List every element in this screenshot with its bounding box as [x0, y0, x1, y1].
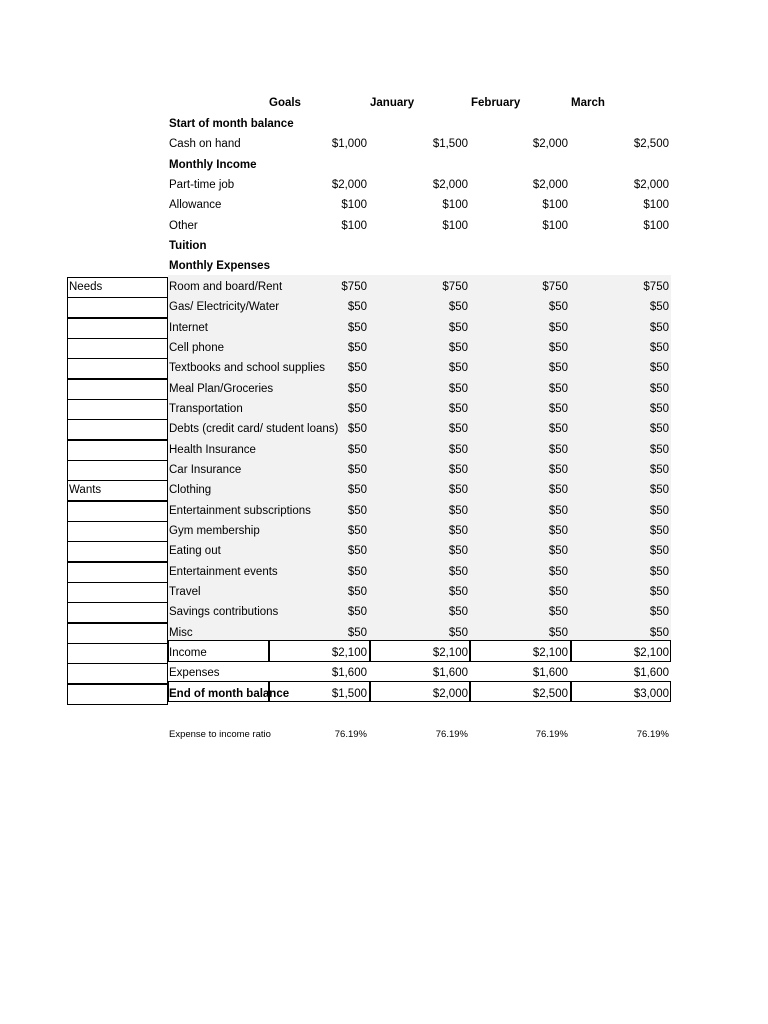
value-cell[interactable]: $50 — [548, 322, 568, 334]
header-march: March — [571, 97, 605, 109]
value-cell[interactable]: $2,000 — [432, 179, 468, 191]
value-cell[interactable]: $100 — [542, 220, 568, 232]
category-cell[interactable] — [67, 338, 168, 359]
value-cell[interactable]: $2,100 — [331, 647, 367, 659]
row-label[interactable]: Tuition — [169, 240, 207, 252]
row-label[interactable]: Room and board/Rent — [169, 281, 283, 293]
value-cell[interactable]: $1,500 — [432, 138, 468, 150]
value-cell[interactable]: $2,500 — [532, 688, 568, 700]
row-label[interactable]: Other — [169, 220, 198, 232]
row-label[interactable]: Part-time job — [169, 179, 235, 191]
value-cell[interactable]: $1,600 — [633, 667, 669, 679]
value-cell[interactable]: $50 — [548, 627, 568, 639]
value-cell[interactable]: $50 — [649, 362, 669, 374]
summary-border — [269, 640, 370, 662]
value-cell[interactable]: $100 — [643, 199, 669, 211]
row-label[interactable]: Debts (credit card/ student loans) — [169, 423, 339, 435]
value-cell[interactable]: $50 — [347, 342, 367, 354]
value-cell[interactable]: $50 — [347, 383, 367, 395]
value-cell[interactable]: $50 — [347, 464, 367, 476]
value-cell[interactable]: $50 — [548, 586, 568, 598]
value-cell[interactable]: $50 — [548, 342, 568, 354]
row-label[interactable]: Allowance — [169, 199, 222, 211]
summary-border — [571, 640, 671, 662]
value-cell[interactable]: $50 — [649, 586, 669, 598]
value-cell[interactable]: $50 — [347, 586, 367, 598]
summary-border — [370, 640, 470, 662]
row-label[interactable]: Textbooks and school supplies — [169, 362, 325, 374]
category-cell[interactable] — [67, 582, 168, 603]
row-label[interactable]: Gym membership — [169, 525, 260, 537]
category-cell[interactable] — [67, 297, 168, 318]
category-cell[interactable]: Wants — [67, 480, 168, 501]
header-february: February — [471, 97, 521, 109]
row-label[interactable]: Cash on hand — [169, 138, 241, 150]
row-label[interactable]: End of month balance — [169, 688, 290, 700]
value-cell[interactable]: $100 — [442, 199, 468, 211]
row-label[interactable]: Travel — [169, 586, 201, 598]
row-label[interactable]: Meal Plan/Groceries — [169, 383, 274, 395]
value-cell[interactable]: $2,000 — [633, 179, 669, 191]
value-cell[interactable]: $50 — [347, 322, 367, 334]
value-cell[interactable]: $1,500 — [331, 688, 367, 700]
value-cell[interactable]: $50 — [347, 444, 367, 456]
value-cell[interactable]: $50 — [548, 505, 568, 517]
value-cell[interactable]: $50 — [548, 566, 568, 578]
value-cell[interactable]: $50 — [448, 423, 468, 435]
summary-border — [370, 681, 470, 702]
value-cell[interactable]: $50 — [448, 464, 468, 476]
category-cell[interactable] — [67, 602, 168, 623]
value-cell[interactable]: $50 — [347, 525, 367, 537]
row-label[interactable]: Expenses — [169, 667, 220, 679]
value-cell[interactable]: $50 — [347, 627, 367, 639]
value-cell[interactable]: $100 — [542, 199, 568, 211]
value-cell[interactable]: $50 — [548, 362, 568, 374]
value-cell[interactable]: $50 — [448, 484, 468, 496]
value-cell[interactable]: $50 — [649, 342, 669, 354]
row-label[interactable]: Cell phone — [169, 342, 224, 354]
value-cell[interactable]: $50 — [448, 545, 468, 557]
value-cell[interactable]: $50 — [448, 322, 468, 334]
category-cell[interactable] — [67, 358, 168, 379]
category-cell[interactable] — [67, 663, 168, 684]
ratio-value[interactable]: 76.19% — [435, 729, 468, 740]
value-cell[interactable]: $2,100 — [633, 647, 669, 659]
ratio-label[interactable]: Expense to income ratio — [169, 729, 271, 740]
row-label[interactable]: Health Insurance — [169, 444, 256, 456]
value-cell[interactable]: $50 — [649, 383, 669, 395]
row-label[interactable]: Entertainment events — [169, 566, 278, 578]
summary-border — [470, 681, 571, 702]
category-cell[interactable]: Needs — [67, 277, 168, 298]
category-cell[interactable] — [67, 460, 168, 481]
value-cell[interactable]: $100 — [643, 220, 669, 232]
value-cell[interactable]: $50 — [649, 322, 669, 334]
value-cell[interactable]: $100 — [341, 199, 367, 211]
value-cell[interactable]: $50 — [347, 505, 367, 517]
value-cell[interactable]: $50 — [649, 566, 669, 578]
value-cell[interactable]: $2,000 — [432, 688, 468, 700]
value-cell[interactable]: $50 — [649, 545, 669, 557]
header-goals: Goals — [269, 97, 301, 109]
category-cell[interactable] — [67, 643, 168, 664]
value-cell[interactable]: $50 — [448, 566, 468, 578]
category-cell[interactable] — [67, 379, 168, 400]
value-cell[interactable]: $50 — [548, 525, 568, 537]
value-cell[interactable]: $750 — [341, 281, 367, 293]
summary-border — [269, 681, 370, 702]
summary-border — [168, 681, 290, 702]
value-cell[interactable]: $50 — [347, 606, 367, 618]
value-cell[interactable]: $1,600 — [532, 667, 568, 679]
value-cell[interactable]: $1,600 — [331, 667, 367, 679]
value-cell[interactable]: $1,000 — [331, 138, 367, 150]
value-cell[interactable]: $50 — [649, 606, 669, 618]
value-cell[interactable]: $50 — [448, 586, 468, 598]
value-cell[interactable]: $50 — [448, 362, 468, 374]
value-cell[interactable]: $50 — [548, 464, 568, 476]
value-cell[interactable]: $50 — [548, 606, 568, 618]
category-cell[interactable] — [67, 623, 168, 644]
value-cell[interactable]: $50 — [649, 505, 669, 517]
summary-border — [168, 640, 269, 662]
row-label[interactable]: Entertainment subscriptions — [169, 505, 311, 517]
value-cell[interactable]: $50 — [448, 342, 468, 354]
value-cell[interactable]: $2,000 — [331, 179, 367, 191]
row-label[interactable]: Car Insurance — [169, 464, 242, 476]
value-cell[interactable]: $50 — [448, 301, 468, 313]
value-cell[interactable]: $2,000 — [532, 138, 568, 150]
value-cell[interactable]: $50 — [347, 362, 367, 374]
value-cell[interactable]: $750 — [442, 281, 468, 293]
category-cell[interactable] — [67, 318, 168, 339]
value-cell[interactable]: $50 — [448, 606, 468, 618]
category-cell[interactable] — [67, 541, 168, 562]
category-cell[interactable] — [67, 521, 168, 542]
value-cell[interactable]: $50 — [448, 627, 468, 639]
row-label[interactable]: Income — [169, 647, 207, 659]
value-cell[interactable]: $50 — [548, 403, 568, 415]
row-label[interactable]: Savings contributions — [169, 606, 279, 618]
value-cell[interactable]: $50 — [649, 464, 669, 476]
value-cell[interactable]: $50 — [347, 423, 367, 435]
value-cell[interactable]: $750 — [643, 281, 669, 293]
category-cell[interactable] — [67, 562, 168, 583]
value-cell[interactable]: $50 — [347, 545, 367, 557]
value-cell[interactable]: $50 — [649, 423, 669, 435]
value-cell[interactable]: $50 — [548, 301, 568, 313]
row-label[interactable]: Clothing — [169, 484, 212, 496]
value-cell[interactable]: $50 — [548, 545, 568, 557]
value-cell[interactable]: $3,000 — [633, 688, 669, 700]
category-cell[interactable] — [67, 419, 168, 440]
category-cell[interactable] — [67, 684, 168, 705]
value-cell[interactable]: $750 — [542, 281, 568, 293]
value-cell[interactable]: $50 — [548, 423, 568, 435]
summary-border — [470, 640, 571, 662]
value-cell[interactable]: $50 — [448, 505, 468, 517]
value-cell[interactable]: $2,500 — [633, 138, 669, 150]
value-cell[interactable]: $50 — [448, 383, 468, 395]
row-label[interactable]: Internet — [169, 322, 208, 334]
value-cell[interactable]: $50 — [548, 444, 568, 456]
value-cell[interactable]: $50 — [649, 525, 669, 537]
value-cell[interactable]: $50 — [548, 383, 568, 395]
value-cell[interactable]: $50 — [649, 403, 669, 415]
row-label[interactable]: Monthly Expenses — [169, 260, 270, 272]
value-cell[interactable]: $50 — [347, 484, 367, 496]
row-label[interactable]: Start of month balance — [169, 118, 294, 130]
value-cell[interactable]: $100 — [341, 220, 367, 232]
category-cell[interactable] — [67, 399, 168, 420]
row-label[interactable]: Transportation — [169, 403, 243, 415]
value-cell[interactable]: $50 — [649, 627, 669, 639]
value-cell[interactable]: $50 — [448, 525, 468, 537]
value-cell[interactable]: $50 — [347, 301, 367, 313]
category-cell[interactable] — [67, 501, 168, 522]
value-cell[interactable]: $50 — [448, 444, 468, 456]
value-cell[interactable]: $1,600 — [432, 667, 468, 679]
value-cell[interactable]: $50 — [649, 301, 669, 313]
header-january: January — [370, 97, 415, 109]
value-cell[interactable]: $50 — [649, 484, 669, 496]
value-cell[interactable]: $2,100 — [432, 647, 468, 659]
summary-border — [571, 681, 671, 702]
row-label[interactable]: Misc — [169, 627, 193, 639]
value-cell[interactable]: $50 — [347, 403, 367, 415]
value-cell[interactable]: $50 — [649, 444, 669, 456]
value-cell[interactable]: $2,000 — [532, 179, 568, 191]
row-label[interactable]: Gas/ Electricity/Water — [169, 301, 280, 313]
row-label[interactable]: Monthly Income — [169, 159, 257, 171]
value-cell[interactable]: $50 — [448, 403, 468, 415]
value-cell[interactable]: $2,100 — [532, 647, 568, 659]
value-cell[interactable]: $50 — [347, 566, 367, 578]
value-cell[interactable]: $50 — [548, 484, 568, 496]
ratio-value[interactable]: 76.19% — [535, 729, 568, 740]
category-cell[interactable] — [67, 440, 168, 461]
ratio-value[interactable]: 76.19% — [636, 729, 669, 740]
ratio-value[interactable]: 76.19% — [334, 729, 367, 740]
value-cell[interactable]: $100 — [442, 220, 468, 232]
row-label[interactable]: Eating out — [169, 545, 221, 557]
